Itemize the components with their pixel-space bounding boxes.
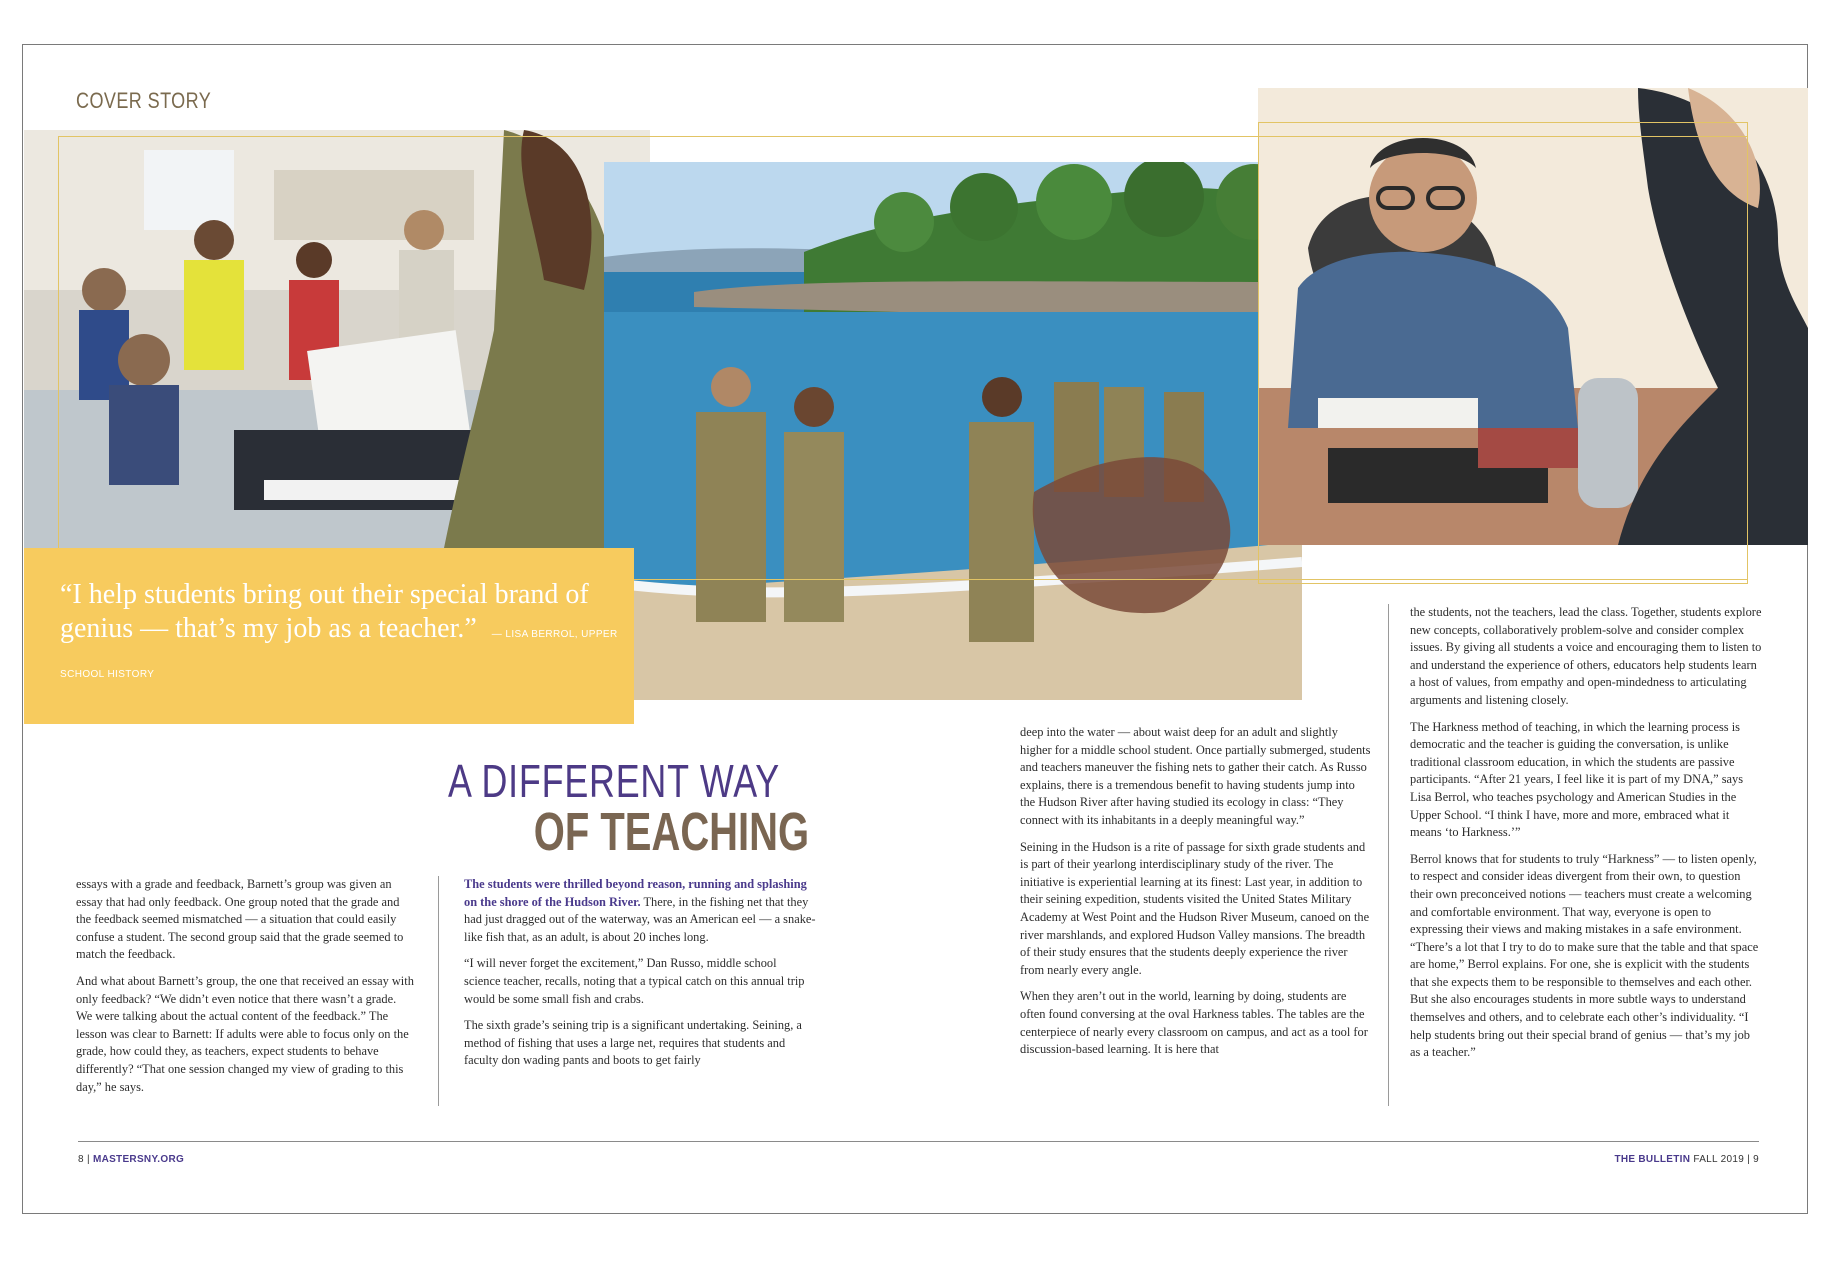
pull-quote [60, 578, 620, 692]
paragraph: deep into the water — about waist deep for an adult and slightly higher for a middle school student. Once partially submerged, students and teachers maneuver the fishing nets to gather their catch. As Russo explains, there is a tremendous benefit to having students jump into the Hudson River after having studied its ecology in class: “They connect with its inhabitants in a deeply meaningful way.” [1020, 725, 1371, 827]
paragraph: Berrol knows that for students to truly “Harkness” — to listen openly, to respect and consider ideas divergent from their own, to question their own preconceived notions — teachers must create a welcoming and comfortable environment. That way, everyone is open to expressing their views and making mistakes in a safe environment. “There’s a lot that I try to do to make sure that the table and that space are home,” Berrol explains. For one, she is explicit with the students that she expects them to be responsible to themselves and each other. But she also encourages students in more subtle ways to understand themselves and others, and to celebrate each other’s individuality. “I help students bring out their special brand of genius — that’s my job as a teacher.” [1410, 851, 1759, 1060]
footer-left: 8 | MASTERSNY.ORG [78, 1154, 185, 1165]
paragraph: And what about Barnett’s group, the one that received an essay with only feedback? “We didn’t even notice that there wasn’t a grade. We were talking about the actual content of the feedback.” The lesson was clear to Barnett: If adults were able to focus only on the grade, how could they, as teachers, expect students to behave differently? “That one session changed my view of grading to this day,” he says. [76, 973, 414, 1094]
paragraph: The Harkness method of teaching, in which the learning process is democratic and the teacher is guiding the conversation, is unlike traditional classroom education, in which the students are passive participants. “After 21 years, I feel like it is part of my DNA,” says Lisa Berrol, who teaches psychology and American Studies in the Upper School. “I think I have, more and more, embraced what it means ‘to Harkness.’” [1410, 719, 1744, 840]
body-column-2 [464, 876, 816, 1079]
lead-sentence: The students were thrilled beyond reason, running and splashing on the shore of the Hudson River. [464, 877, 807, 909]
paragraph: essays with a grade and feedback, Barnett’s group was given an essay that had only feedback. One group noted that the grade and the feedback seemed mismatched — a situation that could easily confuse a student. The second group said that the grade seemed to match the feedback. [76, 877, 404, 962]
paragraph: the students, not the teachers, lead the class. Together, students explore new concepts, collaboratively problem-solve and consider complex issues. By giving all students a voice and encouraging them to listen to and understand the experience of others, educators help students learn a host of values, from empathy and open-mindedness to articulating arguments and listening closely. [1410, 605, 1762, 707]
paragraph: “I will never forget the excitement,” Dan Russo, middle school science teacher, recalls, noting that a typical catch on this annual trip would be some small fish and crabs. [464, 956, 805, 1006]
paragraph: Seining in the Hudson is a rite of passage for sixth grade students and is part of their yearlong interdisciplinary study of the river. The initiative is experiential learning at its finest: Last year, in addition to their seining expedition, students visited the United States Military Academy at West Point and the Hudson River Museum, canoed on the river marshlands, and explored Hudson Valley mansions. The breadth of their study ensures that the students deeply experience the river from nearly every angle. [1020, 839, 1370, 977]
body-column-1 [76, 876, 414, 1105]
body-column-3 [1020, 724, 1372, 1068]
page-number-right: 9 [1753, 1154, 1759, 1165]
page-number-left: 8 [78, 1154, 84, 1165]
footer-rule [78, 1141, 1759, 1142]
issue-date: FALL 2019 [1693, 1154, 1745, 1165]
headline-line-2: OF TEACHING [533, 802, 810, 862]
column-divider [438, 876, 439, 1106]
site-url: MASTERSNY.ORG [92, 1154, 185, 1165]
gold-accent-frame-right [1258, 122, 1748, 584]
footer-right: THE BULLETIN FALL 2019 | 9 [1614, 1154, 1759, 1165]
headline-line-1: A DIFFERENT WAY [448, 755, 780, 807]
pull-quote-attribution: — LISA BERROL, UPPER SCHOOL HISTORY [60, 629, 618, 680]
lead-rest: There, in the fishing net that they had just dragged out of the waterway, was an American eel — a snake-like fish that, as an adult, is about 20 inches long. [464, 894, 816, 944]
paragraph: The sixth grade’s seining trip is a significant undertaking. Seining, a method of fishing that uses a large net, requires that students and faculty don wading pants and boots to get fairly [464, 1018, 802, 1068]
section-label: COVER STORY [76, 88, 212, 113]
publication-name: THE BULLETIN [1614, 1154, 1691, 1165]
pull-quote-text: “I help students bring out their special brand of genius — that’s my job as a teacher.” [60, 579, 589, 644]
column-divider [1388, 604, 1389, 1106]
paragraph: When they aren’t out in the world, learning by doing, students are often found conversing at the oval Harkness tables. The tables are the centerpiece of nearly every classroom on campus, and act as a tool for discussion-based learning. It is here that [1020, 989, 1368, 1057]
body-column-4 [1410, 604, 1762, 1071]
paragraph [464, 876, 816, 946]
article-headline [448, 755, 810, 862]
